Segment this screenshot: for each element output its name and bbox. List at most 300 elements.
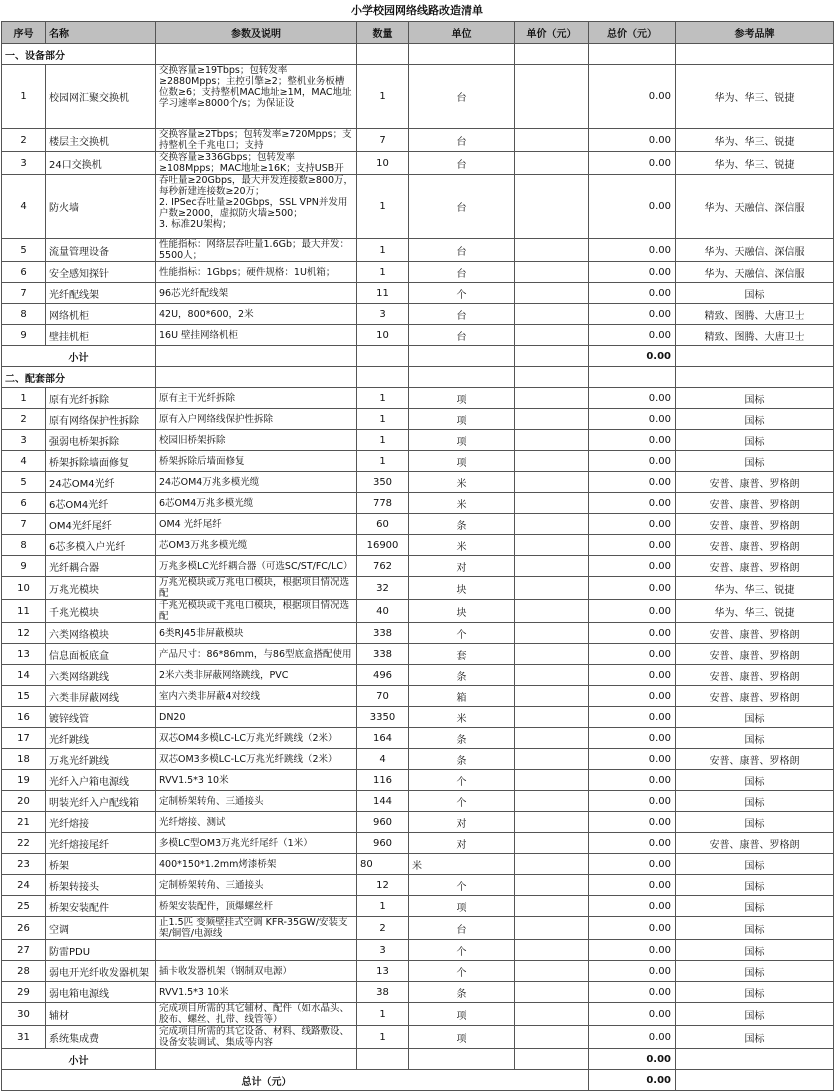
unit-cell[interactable]: 对 <box>409 556 515 577</box>
row-number-cell[interactable]: 17 <box>2 728 46 749</box>
brand-cell[interactable]: 华为、天融信、深信服 <box>676 175 834 239</box>
total-price-cell[interactable]: 0.00 <box>589 535 676 556</box>
unit-price-cell[interactable] <box>515 325 589 346</box>
row-number-cell[interactable]: 3 <box>2 152 46 175</box>
item-params-cell[interactable]: 万兆光模块或万兆电口模块，根据项目情况选配 <box>156 577 357 600</box>
total-price-cell[interactable]: 0.00 <box>589 239 676 262</box>
quantity-cell[interactable]: 1 <box>357 1003 409 1026</box>
unit-price-cell[interactable] <box>515 304 589 325</box>
unit-price-cell[interactable] <box>515 896 589 917</box>
item-name-cell[interactable]: 原有光纤拆除 <box>46 388 156 409</box>
item-params-cell[interactable]: 双芯OM3多模LC-LC万兆光纤跳线（2米） <box>156 749 357 770</box>
quantity-cell[interactable]: 1 <box>357 896 409 917</box>
item-params-cell[interactable]: 性能指标：1Gbps；硬件规格：1U机箱； <box>156 262 357 283</box>
unit-price-cell[interactable] <box>515 982 589 1003</box>
brand-cell[interactable]: 国标 <box>676 917 834 940</box>
empty-cell[interactable] <box>156 1049 357 1070</box>
empty-cell[interactable] <box>357 346 409 367</box>
unit-price-cell[interactable] <box>515 430 589 451</box>
total-price-cell[interactable]: 0.00 <box>589 791 676 812</box>
empty-cell[interactable] <box>156 346 357 367</box>
brand-cell[interactable]: 安普、康普、罗格朗 <box>676 665 834 686</box>
unit-cell[interactable]: 项 <box>409 388 515 409</box>
section-label[interactable]: 二、配套部分 <box>2 367 156 388</box>
total-price-cell[interactable]: 0.00 <box>589 833 676 854</box>
unit-price-cell[interactable] <box>515 65 589 129</box>
header-cell[interactable]: 参数及说明 <box>156 22 357 44</box>
row-number-cell[interactable]: 22 <box>2 833 46 854</box>
row-number-cell[interactable]: 5 <box>2 472 46 493</box>
item-params-cell[interactable]: 定制桥架转角、三通接头 <box>156 791 357 812</box>
total-price-cell[interactable]: 0.00 <box>589 129 676 152</box>
unit-cell[interactable]: 箱 <box>409 686 515 707</box>
item-name-cell[interactable]: 信息面板底盒 <box>46 644 156 665</box>
brand-cell[interactable]: 安普、康普、罗格朗 <box>676 749 834 770</box>
unit-cell[interactable]: 个 <box>409 791 515 812</box>
subtotal-label-cell[interactable]: 小计 <box>2 346 156 367</box>
empty-cell[interactable] <box>676 367 834 388</box>
unit-price-cell[interactable] <box>515 917 589 940</box>
brand-cell[interactable]: 安普、康普、罗格朗 <box>676 514 834 535</box>
brand-cell[interactable]: 国标 <box>676 982 834 1003</box>
unit-cell[interactable]: 项 <box>409 451 515 472</box>
quantity-cell[interactable]: 11 <box>357 283 409 304</box>
empty-cell[interactable] <box>676 1049 834 1070</box>
item-name-cell[interactable]: OM4光纤尾纤 <box>46 514 156 535</box>
item-params-cell[interactable]: 止1.5匹 变频壁挂式空调 KFR-35GW/安装支架/铜管/电源线 <box>156 917 357 940</box>
brand-cell[interactable]: 安普、康普、罗格朗 <box>676 472 834 493</box>
quantity-cell[interactable]: 80 <box>357 854 409 875</box>
quantity-cell[interactable]: 778 <box>357 493 409 514</box>
unit-price-cell[interactable] <box>515 514 589 535</box>
unit-cell[interactable]: 个 <box>409 283 515 304</box>
item-params-cell[interactable]: OM4 光纤尾纤 <box>156 514 357 535</box>
empty-cell[interactable] <box>357 367 409 388</box>
section-label[interactable]: 一、设备部分 <box>2 44 156 65</box>
total-price-cell[interactable]: 0.00 <box>589 961 676 982</box>
unit-price-cell[interactable] <box>515 451 589 472</box>
unit-price-cell[interactable] <box>515 665 589 686</box>
quantity-cell[interactable]: 350 <box>357 472 409 493</box>
quantity-cell[interactable]: 144 <box>357 791 409 812</box>
quantity-cell[interactable]: 2 <box>357 917 409 940</box>
header-cell[interactable]: 单位 <box>409 22 515 44</box>
quantity-cell[interactable]: 7 <box>357 129 409 152</box>
row-number-cell[interactable]: 26 <box>2 917 46 940</box>
total-price-cell[interactable]: 0.00 <box>589 600 676 623</box>
quantity-cell[interactable]: 762 <box>357 556 409 577</box>
unit-cell[interactable]: 条 <box>409 749 515 770</box>
total-price-cell[interactable]: 0.00 <box>589 152 676 175</box>
item-name-cell[interactable]: 壁挂机柜 <box>46 325 156 346</box>
item-params-cell[interactable]: 光纤熔接、测试 <box>156 812 357 833</box>
item-params-cell[interactable]: RVV1.5*3 10米 <box>156 770 357 791</box>
unit-price-cell[interactable] <box>515 749 589 770</box>
header-cell[interactable]: 名称 <box>46 22 156 44</box>
empty-cell[interactable] <box>156 367 357 388</box>
quantity-cell[interactable]: 1 <box>357 175 409 239</box>
item-params-cell[interactable]: DN20 <box>156 707 357 728</box>
item-params-cell[interactable]: 插卡收发器机架（钢制双电源） <box>156 961 357 982</box>
item-params-cell[interactable]: 多模LC型OM3万兆光纤尾纤（1米） <box>156 833 357 854</box>
row-number-cell[interactable]: 11 <box>2 600 46 623</box>
unit-cell[interactable]: 条 <box>409 665 515 686</box>
empty-cell[interactable] <box>589 367 676 388</box>
item-params-cell[interactable]: RVV1.5*3 10米 <box>156 982 357 1003</box>
unit-cell[interactable]: 条 <box>409 728 515 749</box>
unit-cell[interactable]: 块 <box>409 600 515 623</box>
unit-cell[interactable]: 项 <box>409 430 515 451</box>
brand-cell[interactable]: 国标 <box>676 896 834 917</box>
quantity-cell[interactable]: 32 <box>357 577 409 600</box>
unit-price-cell[interactable] <box>515 961 589 982</box>
total-price-cell[interactable]: 0.00 <box>589 514 676 535</box>
unit-cell[interactable]: 个 <box>409 623 515 644</box>
item-name-cell[interactable]: 24芯OM4光纤 <box>46 472 156 493</box>
total-price-cell[interactable]: 0.00 <box>589 325 676 346</box>
quantity-cell[interactable]: 1 <box>357 239 409 262</box>
unit-cell[interactable]: 条 <box>409 514 515 535</box>
quantity-cell[interactable]: 13 <box>357 961 409 982</box>
total-price-cell[interactable]: 0.00 <box>589 577 676 600</box>
unit-cell[interactable]: 项 <box>409 1026 515 1049</box>
item-name-cell[interactable]: 楼层主交换机 <box>46 129 156 152</box>
unit-price-cell[interactable] <box>515 152 589 175</box>
row-number-cell[interactable]: 8 <box>2 304 46 325</box>
total-price-cell[interactable]: 0.00 <box>589 686 676 707</box>
unit-cell[interactable]: 个 <box>409 770 515 791</box>
empty-cell[interactable] <box>515 1049 589 1070</box>
empty-cell[interactable] <box>409 346 515 367</box>
subtotal-value-cell[interactable]: 0.00 <box>589 1049 676 1070</box>
item-name-cell[interactable]: 6芯多模入户光纤 <box>46 535 156 556</box>
brand-cell[interactable]: 华为、天融信、深信服 <box>676 262 834 283</box>
empty-cell[interactable] <box>676 44 834 65</box>
brand-cell[interactable]: 国标 <box>676 875 834 896</box>
empty-cell[interactable] <box>676 1070 834 1091</box>
quantity-cell[interactable]: 338 <box>357 623 409 644</box>
unit-price-cell[interactable] <box>515 556 589 577</box>
item-params-cell[interactable]: 室内六类非屏蔽4对绞线 <box>156 686 357 707</box>
unit-price-cell[interactable] <box>515 812 589 833</box>
total-price-cell[interactable]: 0.00 <box>589 812 676 833</box>
brand-cell[interactable]: 国标 <box>676 1003 834 1026</box>
unit-cell[interactable]: 台 <box>409 325 515 346</box>
item-name-cell[interactable]: 校园网汇聚交换机 <box>46 65 156 129</box>
brand-cell[interactable]: 国标 <box>676 770 834 791</box>
brand-cell[interactable]: 国标 <box>676 707 834 728</box>
item-name-cell[interactable]: 桥架转接头 <box>46 875 156 896</box>
unit-price-cell[interactable] <box>515 686 589 707</box>
item-name-cell[interactable]: 光纤入户箱电源线 <box>46 770 156 791</box>
total-price-cell[interactable]: 0.00 <box>589 728 676 749</box>
unit-cell[interactable]: 个 <box>409 875 515 896</box>
unit-cell[interactable]: 对 <box>409 812 515 833</box>
unit-cell[interactable]: 台 <box>409 262 515 283</box>
item-params-cell[interactable]: 6类RJ45非屏蔽模块 <box>156 623 357 644</box>
unit-cell[interactable]: 套 <box>409 644 515 665</box>
total-price-cell[interactable]: 0.00 <box>589 409 676 430</box>
total-price-cell[interactable]: 0.00 <box>589 65 676 129</box>
empty-cell[interactable] <box>676 346 834 367</box>
item-params-cell[interactable]: 24芯OM4万兆多模光缆 <box>156 472 357 493</box>
unit-cell[interactable]: 台 <box>409 129 515 152</box>
unit-price-cell[interactable] <box>515 535 589 556</box>
quantity-cell[interactable]: 40 <box>357 600 409 623</box>
empty-cell[interactable] <box>409 367 515 388</box>
item-params-cell[interactable]: 交换容量≥336Gbps；包转发率≥108Mpps；MAC地址≥16K；支持USB开 <box>156 152 357 175</box>
row-number-cell[interactable]: 2 <box>2 409 46 430</box>
item-name-cell[interactable]: 网络机柜 <box>46 304 156 325</box>
row-number-cell[interactable]: 6 <box>2 262 46 283</box>
unit-cell[interactable]: 台 <box>409 239 515 262</box>
row-number-cell[interactable]: 30 <box>2 1003 46 1026</box>
item-params-cell[interactable]: 42U，800*600，2米 <box>156 304 357 325</box>
unit-price-cell[interactable] <box>515 388 589 409</box>
unit-price-cell[interactable] <box>515 833 589 854</box>
quantity-cell[interactable]: 60 <box>357 514 409 535</box>
unit-price-cell[interactable] <box>515 1003 589 1026</box>
empty-cell[interactable] <box>357 1049 409 1070</box>
unit-cell[interactable]: 对 <box>409 833 515 854</box>
total-price-cell[interactable]: 0.00 <box>589 749 676 770</box>
row-number-cell[interactable]: 8 <box>2 535 46 556</box>
header-cell[interactable]: 序号 <box>2 22 46 44</box>
item-name-cell[interactable]: 光纤跳线 <box>46 728 156 749</box>
brand-cell[interactable]: 国标 <box>676 388 834 409</box>
row-number-cell[interactable]: 25 <box>2 896 46 917</box>
quantity-cell[interactable]: 1 <box>357 451 409 472</box>
row-number-cell[interactable]: 7 <box>2 514 46 535</box>
unit-cell[interactable]: 项 <box>409 409 515 430</box>
quantity-cell[interactable]: 496 <box>357 665 409 686</box>
total-price-cell[interactable]: 0.00 <box>589 451 676 472</box>
total-price-cell[interactable]: 0.00 <box>589 493 676 514</box>
row-number-cell[interactable]: 31 <box>2 1026 46 1049</box>
unit-price-cell[interactable] <box>515 940 589 961</box>
item-params-cell[interactable]: 桥架拆除后墙面修复 <box>156 451 357 472</box>
item-params-cell[interactable]: 校园旧桥架拆除 <box>156 430 357 451</box>
total-price-cell[interactable]: 0.00 <box>589 917 676 940</box>
quantity-cell[interactable]: 116 <box>357 770 409 791</box>
item-params-cell[interactable]: 交换容量≥2Tbps；包转发率≥720Mpps；支持整机全千兆电口；支持 <box>156 129 357 152</box>
row-number-cell[interactable]: 28 <box>2 961 46 982</box>
row-number-cell[interactable]: 24 <box>2 875 46 896</box>
row-number-cell[interactable]: 19 <box>2 770 46 791</box>
item-params-cell[interactable]: 16U 壁挂网络机柜 <box>156 325 357 346</box>
row-number-cell[interactable]: 7 <box>2 283 46 304</box>
unit-price-cell[interactable] <box>515 728 589 749</box>
unit-price-cell[interactable] <box>515 623 589 644</box>
total-price-cell[interactable]: 0.00 <box>589 283 676 304</box>
quantity-cell[interactable]: 70 <box>357 686 409 707</box>
quantity-cell[interactable]: 16900 <box>357 535 409 556</box>
unit-cell[interactable]: 个 <box>409 940 515 961</box>
quantity-cell[interactable]: 4 <box>357 749 409 770</box>
total-price-cell[interactable]: 0.00 <box>589 896 676 917</box>
item-name-cell[interactable]: 24口交换机 <box>46 152 156 175</box>
total-price-cell[interactable]: 0.00 <box>589 556 676 577</box>
brand-cell[interactable]: 华为、华三、锐捷 <box>676 129 834 152</box>
quantity-cell[interactable]: 3350 <box>357 707 409 728</box>
item-name-cell[interactable]: 六类网络跳线 <box>46 665 156 686</box>
unit-price-cell[interactable] <box>515 1026 589 1049</box>
item-params-cell[interactable]: 2米六类非屏蔽网络跳线，PVC <box>156 665 357 686</box>
row-number-cell[interactable]: 4 <box>2 175 46 239</box>
brand-cell[interactable]: 安普、康普、罗格朗 <box>676 556 834 577</box>
brand-cell[interactable]: 安普、康普、罗格朗 <box>676 644 834 665</box>
row-number-cell[interactable]: 29 <box>2 982 46 1003</box>
brand-cell[interactable]: 国标 <box>676 430 834 451</box>
unit-cell[interactable]: 台 <box>409 175 515 239</box>
brand-cell[interactable]: 国标 <box>676 791 834 812</box>
row-number-cell[interactable]: 12 <box>2 623 46 644</box>
brand-cell[interactable]: 安普、康普、罗格朗 <box>676 833 834 854</box>
total-price-cell[interactable]: 0.00 <box>589 644 676 665</box>
total-price-cell[interactable]: 0.00 <box>589 707 676 728</box>
item-name-cell[interactable]: 六类网络模块 <box>46 623 156 644</box>
brand-cell[interactable]: 华为、华三、锐捷 <box>676 65 834 129</box>
row-number-cell[interactable]: 6 <box>2 493 46 514</box>
quantity-cell[interactable]: 1 <box>357 388 409 409</box>
unit-price-cell[interactable] <box>515 707 589 728</box>
item-params-cell[interactable]: 万兆多模LC光纤耦合器（可选SC/ST/FC/LC） <box>156 556 357 577</box>
row-number-cell[interactable]: 23 <box>2 854 46 875</box>
unit-cell[interactable]: 块 <box>409 577 515 600</box>
empty-cell[interactable] <box>357 44 409 65</box>
item-name-cell[interactable]: 六类非屏蔽网线 <box>46 686 156 707</box>
item-name-cell[interactable]: 明装光纤入户配线箱 <box>46 791 156 812</box>
quantity-cell[interactable]: 38 <box>357 982 409 1003</box>
brand-cell[interactable]: 华为、华三、锐捷 <box>676 577 834 600</box>
item-params-cell[interactable]: 产品尺寸：86*86mm，与86型底盒搭配使用 <box>156 644 357 665</box>
header-cell[interactable]: 数量 <box>357 22 409 44</box>
brand-cell[interactable]: 国标 <box>676 409 834 430</box>
item-name-cell[interactable]: 原有网络保护性拆除 <box>46 409 156 430</box>
item-name-cell[interactable]: 光纤配线架 <box>46 283 156 304</box>
item-name-cell[interactable]: 空调 <box>46 917 156 940</box>
empty-cell[interactable] <box>156 44 357 65</box>
unit-price-cell[interactable] <box>515 854 589 875</box>
brand-cell[interactable]: 国标 <box>676 854 834 875</box>
unit-price-cell[interactable] <box>515 791 589 812</box>
header-cell[interactable]: 参考品牌 <box>676 22 834 44</box>
unit-cell[interactable]: 米 <box>409 854 515 875</box>
subtotal-value-cell[interactable]: 0.00 <box>589 346 676 367</box>
row-number-cell[interactable]: 9 <box>2 325 46 346</box>
unit-price-cell[interactable] <box>515 472 589 493</box>
item-name-cell[interactable]: 光纤耦合器 <box>46 556 156 577</box>
quantity-cell[interactable]: 338 <box>357 644 409 665</box>
item-name-cell[interactable]: 防火墙 <box>46 175 156 239</box>
quantity-cell[interactable]: 1 <box>357 262 409 283</box>
row-number-cell[interactable]: 5 <box>2 239 46 262</box>
unit-price-cell[interactable] <box>515 175 589 239</box>
item-params-cell[interactable]: 桥架安装配件，顶爆螺丝杆 <box>156 896 357 917</box>
total-price-cell[interactable]: 0.00 <box>589 940 676 961</box>
total-price-cell[interactable]: 0.00 <box>589 982 676 1003</box>
item-params-cell[interactable] <box>156 940 357 961</box>
unit-price-cell[interactable] <box>515 493 589 514</box>
item-name-cell[interactable]: 光纤熔接尾纤 <box>46 833 156 854</box>
row-number-cell[interactable]: 27 <box>2 940 46 961</box>
unit-price-cell[interactable] <box>515 600 589 623</box>
item-params-cell[interactable]: 完成项目所需的其它设备、材料、线路敷设、设备安装调试、集成等内容 <box>156 1026 357 1049</box>
total-price-cell[interactable]: 0.00 <box>589 623 676 644</box>
row-number-cell[interactable]: 16 <box>2 707 46 728</box>
brand-cell[interactable]: 精致、图腾、大唐卫士 <box>676 325 834 346</box>
total-price-cell[interactable]: 0.00 <box>589 665 676 686</box>
item-name-cell[interactable]: 镀锌线管 <box>46 707 156 728</box>
unit-cell[interactable]: 台 <box>409 65 515 129</box>
grand-total-label-cell[interactable]: 总计（元） <box>2 1070 589 1091</box>
total-price-cell[interactable]: 0.00 <box>589 175 676 239</box>
unit-cell[interactable]: 台 <box>409 917 515 940</box>
quantity-cell[interactable]: 1 <box>357 409 409 430</box>
item-name-cell[interactable]: 光纤熔接 <box>46 812 156 833</box>
quantity-cell[interactable]: 1 <box>357 65 409 129</box>
item-params-cell[interactable]: 双芯OM4多模LC-LC万兆光纤跳线（2米） <box>156 728 357 749</box>
total-price-cell[interactable]: 0.00 <box>589 1003 676 1026</box>
item-params-cell[interactable]: 交换容量≥19Tbps；包转发率≥2880Mpps；主控引擎≥2；整机业务板槽位数≥6；支持整机MAC地址≥1M，MAC地址学习速率≥8000个/s；为保证设 <box>156 65 357 129</box>
total-price-cell[interactable]: 0.00 <box>589 304 676 325</box>
item-params-cell[interactable]: 定制桥架转角、三通接头 <box>156 875 357 896</box>
item-name-cell[interactable]: 桥架 <box>46 854 156 875</box>
total-price-cell[interactable]: 0.00 <box>589 430 676 451</box>
row-number-cell[interactable]: 10 <box>2 577 46 600</box>
unit-price-cell[interactable] <box>515 262 589 283</box>
brand-cell[interactable]: 精致、图腾、大唐卫士 <box>676 304 834 325</box>
brand-cell[interactable]: 国标 <box>676 451 834 472</box>
quantity-cell[interactable]: 3 <box>357 940 409 961</box>
quantity-cell[interactable]: 960 <box>357 812 409 833</box>
item-name-cell[interactable]: 安全感知探针 <box>46 262 156 283</box>
unit-cell[interactable]: 个 <box>409 961 515 982</box>
unit-cell[interactable]: 项 <box>409 1003 515 1026</box>
item-name-cell[interactable]: 流量管理设备 <box>46 239 156 262</box>
item-name-cell[interactable]: 辅材 <box>46 1003 156 1026</box>
brand-cell[interactable]: 华为、天融信、深信服 <box>676 239 834 262</box>
unit-cell[interactable]: 米 <box>409 493 515 514</box>
item-name-cell[interactable]: 弱电箱电源线 <box>46 982 156 1003</box>
brand-cell[interactable]: 华为、华三、锐捷 <box>676 600 834 623</box>
total-price-cell[interactable]: 0.00 <box>589 472 676 493</box>
item-params-cell[interactable]: 芯OM3万兆多模光缆 <box>156 535 357 556</box>
brand-cell[interactable]: 国标 <box>676 728 834 749</box>
quantity-cell[interactable]: 164 <box>357 728 409 749</box>
empty-cell[interactable] <box>515 44 589 65</box>
quantity-cell[interactable]: 3 <box>357 304 409 325</box>
unit-cell[interactable]: 台 <box>409 152 515 175</box>
item-name-cell[interactable]: 桥架安装配件 <box>46 896 156 917</box>
item-params-cell[interactable]: 完成项目所需的其它辅材、配件（如水晶头、胶布、螺丝、扎带、线管等） <box>156 1003 357 1026</box>
row-number-cell[interactable]: 3 <box>2 430 46 451</box>
unit-price-cell[interactable] <box>515 283 589 304</box>
empty-cell[interactable] <box>589 44 676 65</box>
unit-cell[interactable]: 条 <box>409 982 515 1003</box>
unit-cell[interactable]: 项 <box>409 896 515 917</box>
row-number-cell[interactable]: 2 <box>2 129 46 152</box>
item-params-cell[interactable]: 400*150*1.2mm烤漆桥架 <box>156 854 357 875</box>
item-name-cell[interactable]: 弱电开光纤收发器机架 <box>46 961 156 982</box>
unit-price-cell[interactable] <box>515 875 589 896</box>
item-params-cell[interactable]: 性能指标：网络层吞吐量1.6Gb；最大并发：5500人； <box>156 239 357 262</box>
item-name-cell[interactable]: 系统集成费 <box>46 1026 156 1049</box>
row-number-cell[interactable]: 13 <box>2 644 46 665</box>
brand-cell[interactable]: 安普、康普、罗格朗 <box>676 493 834 514</box>
row-number-cell[interactable]: 15 <box>2 686 46 707</box>
item-name-cell[interactable]: 千兆光模块 <box>46 600 156 623</box>
